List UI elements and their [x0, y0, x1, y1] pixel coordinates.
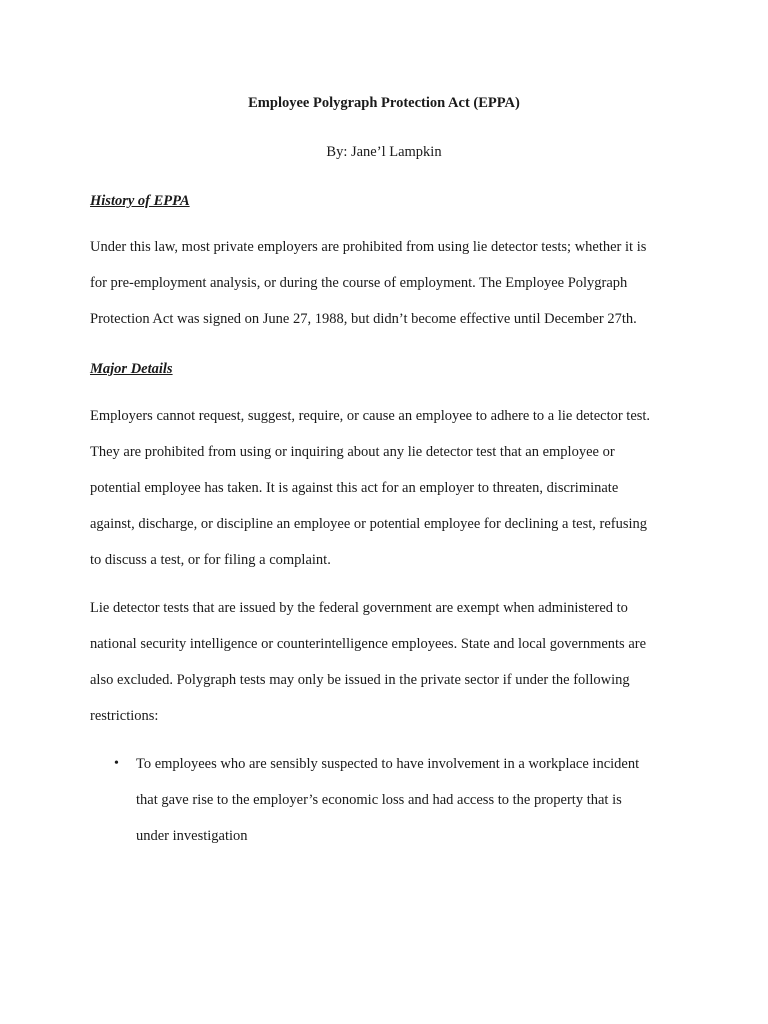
paragraph-line: that gave rise to the employer’s economic loss and had access to the property that is: [136, 792, 622, 808]
author-byline: By: Jane’l Lampkin: [326, 144, 442, 160]
history-paragraph: [90, 229, 690, 337]
paragraph-line: They are prohibited from using or inquiring about any lie detector test that an employee or: [90, 444, 615, 460]
paragraph-line: Lie detector tests that are issued by the federal government are exempt when administered to: [90, 600, 628, 616]
document-title: Employee Polygraph Protection Act (EPPA): [248, 95, 520, 111]
major-details-paragraph-1: [90, 398, 690, 578]
list-item-text: [136, 746, 676, 854]
paragraph-line: Protection Act was signed on June 27, 1988, but didn’t become effective until December 27th.: [90, 311, 637, 327]
paragraph-line: Under this law, most private employers are prohibited from using lie detector tests; whether it is: [90, 239, 647, 255]
section-heading-major-details: Major Details: [90, 361, 173, 377]
paragraph-line: To employees who are sensibly suspected to have involvement in a workplace incident: [136, 756, 640, 772]
paragraph-line: Employers cannot request, suggest, require, or cause an employee to adhere to a lie detector test.: [90, 408, 651, 424]
paragraph-line: under investigation: [136, 828, 248, 844]
major-details-paragraph-2: [90, 590, 690, 734]
bullet-marker: •: [114, 756, 119, 771]
paragraph-line: against, discharge, or discipline an employee or potential employee for declining a test, refusing: [90, 516, 648, 532]
paragraph-line: to discuss a test, or for filing a complaint.: [90, 552, 331, 568]
paragraph-line: restrictions:: [90, 708, 159, 724]
paragraph-line: also excluded. Polygraph tests may only be issued in the private sector if under the following: [90, 672, 630, 688]
paragraph-line: national security intelligence or counterintelligence employees. State and local governments are: [90, 636, 647, 652]
paragraph-line: for pre-employment analysis, or during the course of employment. The Employee Polygraph: [90, 275, 628, 291]
paragraph-line: potential employee has taken. It is against this act for an employer to threaten, discriminate: [90, 480, 619, 496]
section-heading-history: History of EPPA: [90, 193, 190, 209]
